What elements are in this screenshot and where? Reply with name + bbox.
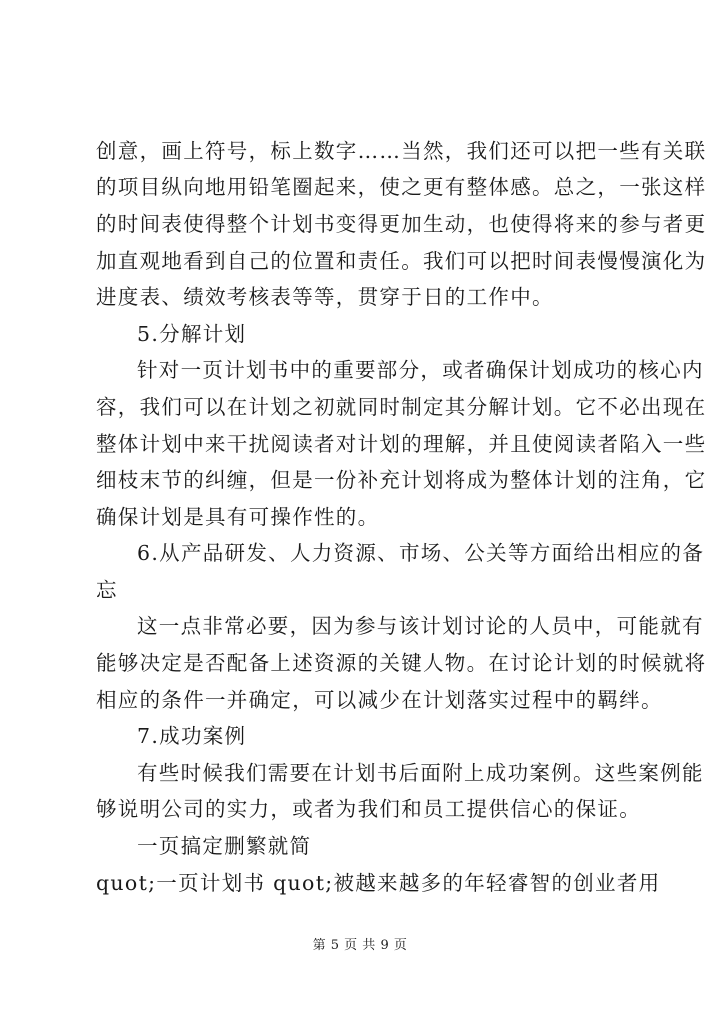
section-heading: 6.从产品研发、人力资源、市场、公关等方面给出相应的备 (137, 541, 705, 565)
text-line: 能够决定是否配备上述资源的关键人物。在讨论计划的时候就将 (96, 651, 707, 675)
text-line: 相应的条件一并确定，可以减少在计划落实过程中的羁绊。 (96, 688, 663, 712)
section-heading-continued: 忘 (96, 578, 118, 602)
text-line: 够说明公司的实力，或者为我们和员工提供信心的保证。 (96, 797, 641, 821)
text-line: 整体计划中来干扰阅读者对计划的理解，并且使阅读者陷入一些 (96, 432, 707, 456)
text-line: 创意，画上符号，标上数字……当然，我们还可以把一些有关联 (96, 139, 707, 163)
text-line: 的项目纵向地用铅笔圈起来，使之更有整体感。总之，一张这样 (96, 175, 707, 199)
text-line: 加直观地看到自己的位置和责任。我们可以把时间表慢慢演化为 (96, 249, 707, 273)
section-heading: 一页搞定删繁就简 (137, 834, 312, 858)
page-number-footer: 第 5 页 共 9 页 (312, 938, 408, 953)
text-line: 细枝末节的纠缠，但是一份补充计划将成为整体计划的注角，它 (96, 468, 707, 492)
text-line: 确保计划是具有可操作性的。 (96, 505, 380, 529)
text-line: 的时间表使得整个计划书变得更加生动，也使得将来的参与者更 (96, 212, 707, 236)
text-line: 有些时候我们需要在计划书后面附上成功案例。这些案例能 (137, 761, 704, 785)
text-line: 针对一页计划书中的重要部分，或者确保计划成功的核心内 (137, 358, 704, 382)
section-heading: 7.成功案例 (137, 724, 247, 748)
text-line: 这一点非常必要，因为参与该计划讨论的人员中，可能就有 (137, 614, 704, 638)
section-heading: 5.分解计划 (137, 322, 247, 346)
text-line: quot;一页计划书 quot;被越来越多的年轻睿智的创业者用 (96, 871, 661, 895)
text-line: 容，我们可以在计划之初就同时制定其分解计划。它不必出现在 (96, 395, 707, 419)
text-line: 进度表、绩效考核表等等，贯穿于日的工作中。 (96, 285, 554, 309)
